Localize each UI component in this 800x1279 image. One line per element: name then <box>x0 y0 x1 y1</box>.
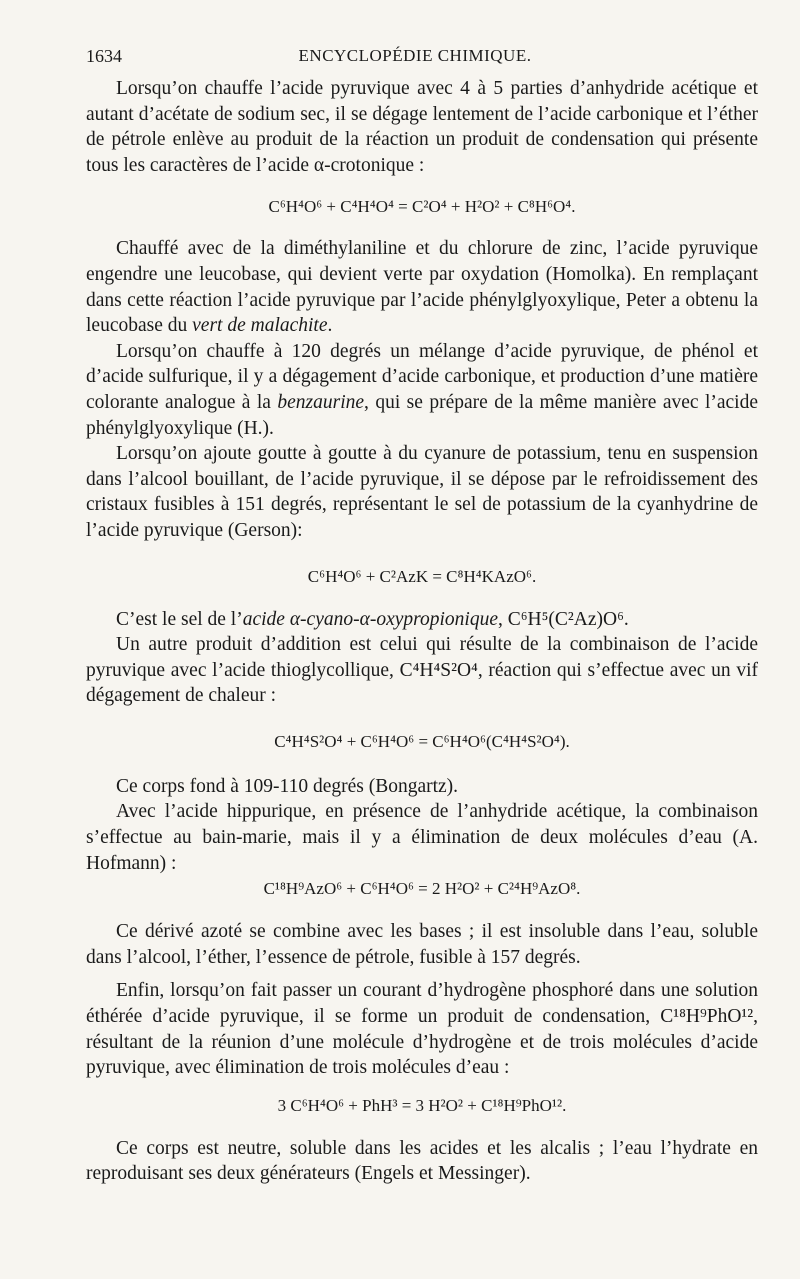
page-body <box>86 76 758 1187</box>
paragraph-sel-potassium <box>86 607 758 633</box>
formula-phosphore: 3 C⁶H⁴O⁶ + PhH³ = 3 H²O² + C¹⁸H⁹PhO¹². <box>277 1095 567 1115</box>
paragraph-leucobase <box>86 236 758 338</box>
paragraph-text: Lorsqu’on chauffe à 120 degrés un mélange d’acide pyruvique, de phénol et d’acide sulfurique, il y a dégagement d’acide carbonique, et production d’une matière colorante analogue à la <box>86 340 758 413</box>
running-title: ENCYCLOPÉDIE CHIMIQUE. <box>298 46 532 65</box>
formula-condensation: C⁶H⁴O⁶ + C⁴H⁴O⁴ = C²O⁴ + H²O² + C⁸H⁶O⁴. <box>268 197 576 217</box>
paragraph-bongartz: Ce corps fond à 109-110 degrés (Bongartz). <box>116 775 459 797</box>
italic-term-acide-cyano: acide α-cyano-α-oxypropionique <box>242 608 498 630</box>
italic-term-vert-de-malachite: vert de malachite <box>192 315 328 337</box>
paragraph-hydrogene-phosphore: Enfin, lorsqu’on fait passer un courant d’hydrogène phosphoré dans une solution éthérée d’acide pyruvique, il se forme un produit de condensation, C¹⁸H⁹PhO¹², résultant de la réunion d’une molécule d’hydrogène et de trois molécules d’acide pyruvique, avec élimination de trois molécules d’eau : <box>86 980 758 1079</box>
italic-term-benzaurine: benzaurine <box>277 391 365 413</box>
paragraph-thioglycollique: Un autre produit d’addition est celui qui résulte de la combinaison de l’acide pyruvique avec l’acide thioglycollique, C⁴H⁴S²O⁴, réaction qui s’effectue avec un vif dégagement de chaleur : <box>86 634 758 707</box>
paragraph-benzaurine <box>86 339 758 441</box>
paragraph-engels-messinger: Ce corps est neutre, soluble dans les acides et les alcalis ; l’eau l’hydrate en reproduisant ses deux générateurs (Engels et Messinger). <box>86 1137 758 1185</box>
paragraph-text: , C⁶H⁵(C²Az)O⁶. <box>498 608 629 630</box>
paragraph-hippurique: Avec l’acide hippurique, en présence de l’anhydride acétique, la combinaison s’effectue au bain-marie, mais il y a élimination de deux molécules d’eau (A. Hofmann) : <box>86 801 758 874</box>
paragraph-cyanhydrine: Lorsqu’on ajoute goutte à goutte à du cyanure de potassium, tenu en suspension dans l’alcool bouillant, de l’acide pyruvique, il se dépose par le refroidissement des cristaux fusibles à 151 degrés, représentant le sel de potassium de la cyanhydrine de l’acide pyruvique (Gerson): <box>86 443 758 541</box>
formula-hippurique: C¹⁸H⁹AzO⁶ + C⁶H⁴O⁶ = 2 H²O² + C²⁴H⁹AzO⁸. <box>263 879 581 899</box>
paragraph-text: C’est le sel de l’ <box>116 608 243 630</box>
formula-cyanhydrine: C⁶H⁴O⁶ + C²AzK = C⁸H⁴KAzO⁶. <box>307 566 537 586</box>
page-header <box>86 46 744 76</box>
formula-thioglycollique: C⁴H⁴S²O⁴ + C⁶H⁴O⁶ = C⁶H⁴O⁶(C⁴H⁴S²O⁴). <box>274 731 570 751</box>
paragraph-text: . <box>327 315 333 337</box>
paragraph-alpha-crotonique: Lorsqu’on chauffe l’acide pyruvique avec 4 à 5 parties d’anhydride acétique et autant d’acétate de sodium sec, il se dégage lentement de l’acide carbonique et l’éther de pétrole enlève au produit de la réaction un produit de condensation qui présente tous les caractères de l’acide α-crotonique : <box>86 78 758 176</box>
paragraph-derive-azote: Ce dérivé azoté se combine avec les bases ; il est insoluble dans l’eau, soluble dans l’alcool, l’éther, l’essence de pétrole, fusible à 157 degrés. <box>86 921 758 968</box>
paragraph-text: Chauffé avec de la diméthylaniline et du chlorure de zinc, l’acide pyruvique engendre une leucobase, qui devient verte par oxydation (Homolka). En remplaçant dans cette réaction l’acide pyruvique par l’acide phénylglyoxylique, Peter a obtenu la leucobase du <box>86 238 758 337</box>
page-number: 1634 <box>86 46 122 66</box>
paragraph-text: , qui se prépare de la même manière avec l’acide phénylglyoxylique (H.). <box>86 391 758 439</box>
